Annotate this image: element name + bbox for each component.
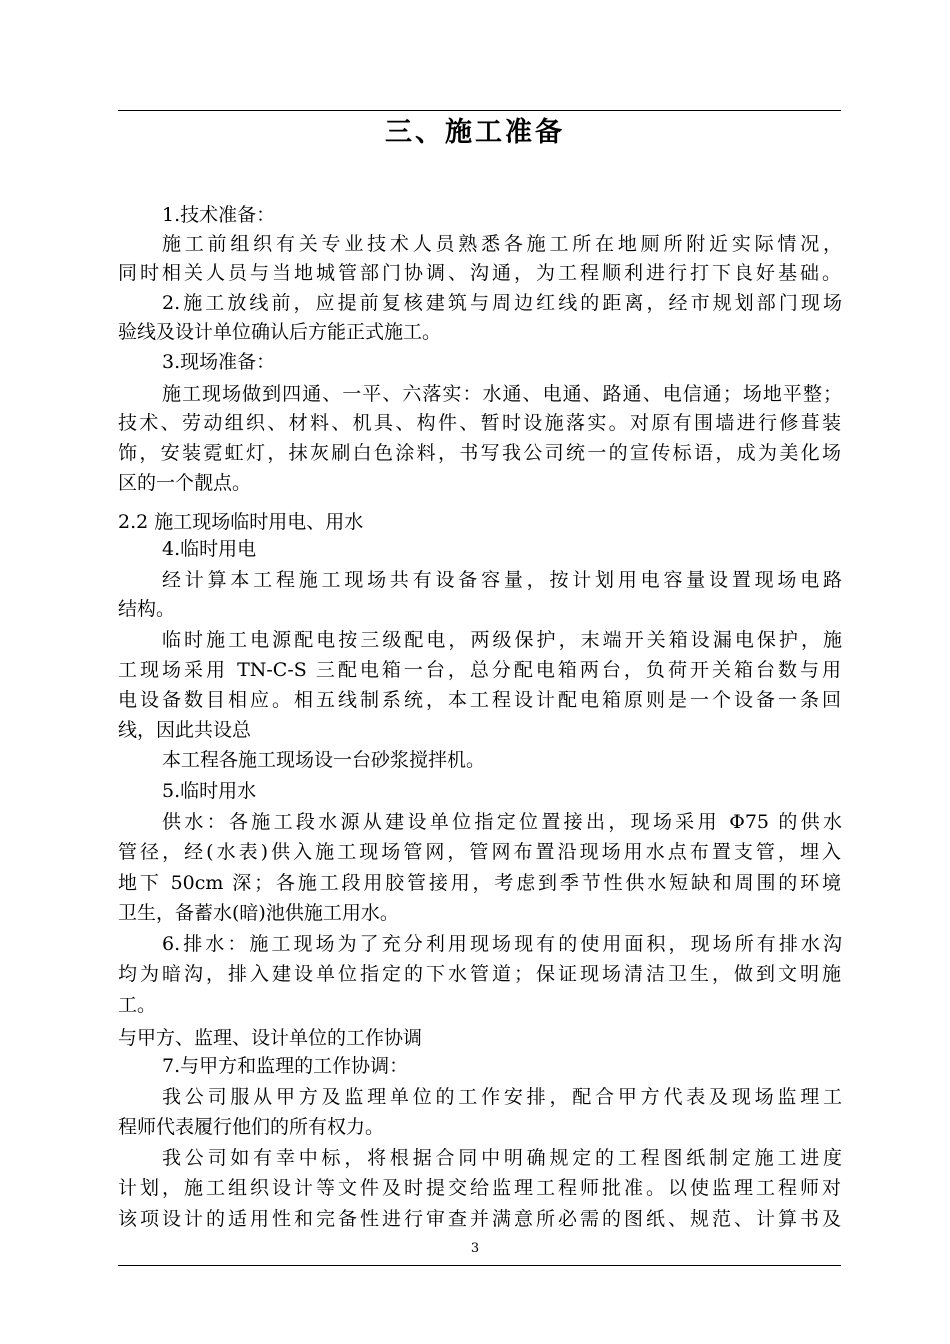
page-title: 三、施工准备 (385, 117, 565, 148)
paragraph-line: 地下 50cm 深；各施工段用胶管接用，考虑到季节性供水短缺和周围的环境 (118, 872, 841, 894)
page-number: 3 (470, 1241, 480, 1256)
paragraph-line: 我公司服从甲方及监理单位的工作安排，配合甲方代表及现场监理工 (162, 1086, 842, 1108)
paragraph-line: 线，因此共设总 (118, 719, 252, 741)
paragraph-line: 该项设计的适用性和完备性进行审查并满意所必需的图纸、规范、计算书及 (118, 1208, 841, 1230)
paragraph-line: 验线及设计单位确认后方能正式施工。 (118, 321, 442, 343)
paragraph-line: 工。 (118, 994, 157, 1016)
paragraph-line: 7.与甲方和监理的工作协调： (162, 1055, 409, 1077)
paragraph-line: 卫生，备蓄水(暗)池供施工用水。 (118, 902, 399, 924)
paragraph-line: 饰，安装霓虹灯，抹灰刷白色涂料，书写我公司统一的宣传标语，成为美化场 (118, 442, 841, 464)
paragraph-line: 临时施工电源配电按三级配电，两级保护，末端开关箱设漏电保护，施 (162, 629, 842, 651)
paragraph-line: 技术、劳动组织、材料、机具、构件、暂时设施落实。对原有围墙进行修葺装 (118, 412, 841, 434)
paragraph-line: 3.现场准备： (162, 351, 276, 373)
paragraph-line: 同时相关人员与当地城管部门协调、沟通，为工程顺利进行打下良好基础。 (118, 262, 841, 284)
paragraph-line: 1.技术准备： (162, 204, 276, 226)
paragraph-line: 施工前组织有关专业技术人员熟悉各施工所在地厕所附近实际情况， (162, 233, 842, 255)
paragraph-line: 4.临时用电 (162, 538, 257, 560)
paragraph-line: 本工程各施工现场设一台砂浆搅拌机。 (162, 749, 486, 771)
paragraph-line: 均为暗沟，排入建设单位指定的下水管道；保证现场清洁卫生，做到文明施 (118, 963, 841, 985)
paragraph-line: 电设备数目相应。相五线制系统，本工程设计配电箱原则是一个设备一条回 (118, 689, 841, 711)
paragraph-line: 工现场采用 TN-C-S 三配电箱一台，总分配电箱两台，负荷开关箱台数与用 (118, 659, 841, 681)
paragraph-line: 施工现场做到四通、一平、六落实：水通、电通、路通、电信通；场地平整； (162, 383, 842, 405)
paragraph-line: 管径，经(水表)供入施工现场管网，管网布置沿现场用水点布置支管，埋入 (118, 841, 841, 863)
paragraph-line: 6.排水：施工现场为了充分利用现场现有的使用面积，现场所有排水沟 (162, 933, 842, 955)
paragraph-line: 区的一个靓点。 (118, 472, 252, 494)
paragraph-line: 结构。 (118, 598, 176, 620)
paragraph-line: 5.临时用水 (162, 780, 257, 802)
paragraph-line: 2.施工放线前，应提前复核建筑与周边红线的距离，经市规划部门现场 (162, 292, 842, 314)
paragraph-line: 供水：各施工段水源从建设单位指定位置接出，现场采用 Φ75 的供水 (162, 811, 842, 833)
section-heading: 2.2 施工现场临时用电、用水 (118, 511, 364, 533)
paragraph-line: 经计算本工程施工现场共有设备容量，按计划用电容量设置现场电路 (162, 569, 842, 591)
header-rule (118, 110, 841, 111)
section-heading: 与甲方、监理、设计单位的工作协调 (118, 1027, 423, 1049)
paragraph-line: 计划，施工组织设计等文件及时提交给监理工程师批准。以使监理工程师对 (118, 1177, 841, 1199)
footer-rule (118, 1265, 841, 1266)
paragraph-line: 我公司如有幸中标，将根据合同中明确规定的工程图纸制定施工进度 (162, 1147, 842, 1169)
paragraph-line: 程师代表履行他们的所有权力。 (118, 1116, 385, 1138)
